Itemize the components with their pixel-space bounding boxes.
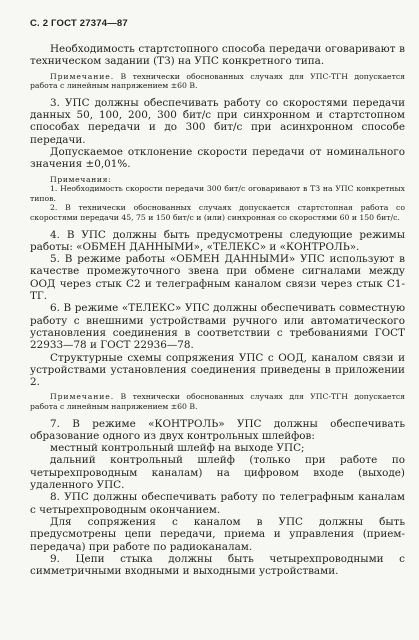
paragraph-6-schemes: Структурные схемы сопряжения УПС с ООД, каналом связи и устройствами установления соединения приведены в приложении 2. bbox=[30, 351, 405, 389]
note-item-2: 2. В технически обоснованных случаях допускается стартстопная работа со скоростями передачи 45, 75 и 150 бит/с и (или) синхронная со скоростями 60 и 150 бит/с. bbox=[30, 203, 405, 222]
paragraph-7-control: 7. В режиме «КОНТРОЛЬ» УПС должны обеспечивать образование одного из двух контрольных шлейфов: bbox=[30, 417, 405, 442]
paragraph-8-circuits: Для сопряжения с каналом в УПС должны быть предусмотрены цепи передачи, приема и управления (прием-передача) при работе по радиоканалам. bbox=[30, 515, 405, 553]
paragraph-8-channels: 8. УПС должны обеспечивать работу по телеграфным каналам с четырехпроводным окончанием. bbox=[30, 491, 405, 516]
note-voltage-1 bbox=[30, 72, 405, 91]
notes-heading: Примечания: bbox=[50, 174, 112, 184]
note-label: Примечание. bbox=[50, 392, 115, 402]
note-text: В технически обоснованных случаях для УПС-ТГН допускается работа с линейным напряжением ±60 В. bbox=[30, 71, 406, 91]
paragraph-7-local-loop: местный контрольный шлейф на выходе УПС; bbox=[50, 442, 305, 455]
paragraph-6-telex: 6. В режиме «ТЕЛЕКС» УПС должны обеспечивать совместную работу с внешними устройствами ручного или автоматического установления соединения в соответствии с требованиями ГОСТ 22933—78 и ГОСТ 22936—78. bbox=[30, 302, 405, 352]
paragraph-3-speeds: 3. УПС должны обеспечивать работу со скоростями передачи данных 50, 100, 200, 300 бит/с при синхронном и стартстопном способах передачи и до 300 бит/с при асинхронном способе передачи. bbox=[30, 96, 405, 146]
note-text: В технически обоснованных случаях для УПС-ТГН допускается работа с линейным напряжением ±60 В. bbox=[30, 392, 406, 411]
paragraph-9-interface: 9. Цепи стыка должны быть четырехпроводными с симметричными входными и выходными устройствами. bbox=[30, 552, 405, 578]
paragraph-3-deviation: Допускаемое отклонение скорости передачи от номинального значения ±0,01%. bbox=[30, 145, 405, 171]
page-header: С. 2 ГОСТ 27374—87 bbox=[30, 18, 128, 29]
paragraph-7-remote-loop: дальний контрольный шлейф (только при работе по четырехпроводным каналам) на цифровом входе (выходе) удаленного УПС. bbox=[30, 454, 405, 492]
note-item-1: 1. Необходимость скорости передачи 300 бит/с оговаривают в ТЗ на УПС конкретных типов. bbox=[30, 184, 405, 203]
note-label: Примечание. bbox=[50, 71, 115, 81]
paragraph-4-modes: 4. В УПС должны быть предусмотрены следующие режимы работы: «ОБМЕН ДАННЫМИ», «ТЕЛЕКС» и «КОНТРОЛЬ». bbox=[30, 228, 405, 253]
paragraph-5-data-exchange: 5. В режиме работы «ОБМЕН ДАННЫМИ» УПС используют в качестве промежуточного звена при обмене сигналами между ООД через стык С2 и телеграфным каналом связи через стык С1-ТГ. bbox=[30, 253, 405, 303]
paragraph-start-stop: Необходимость стартстопного способа передачи оговаривают в техническом задании (ТЗ) на УПС конкретного типа. bbox=[30, 43, 405, 68]
note-voltage-2 bbox=[30, 392, 405, 411]
